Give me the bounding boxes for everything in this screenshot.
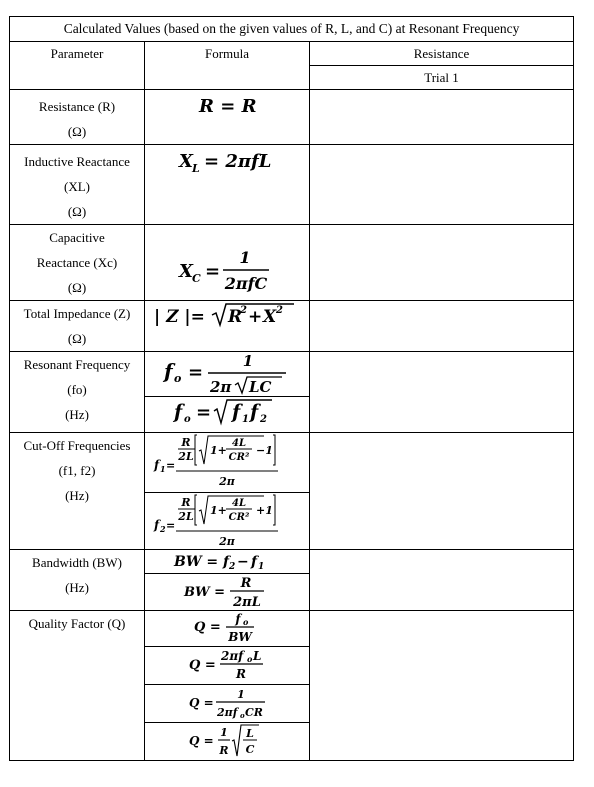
svg-text:1: 1 (220, 726, 228, 739)
svg-text:L: L (192, 162, 200, 175)
value-resistance (310, 90, 574, 145)
svg-text:2: 2 (160, 524, 166, 534)
svg-text:R: R (219, 744, 229, 757)
formula-xc (145, 225, 309, 299)
svg-text:f: f (232, 401, 241, 423)
formula-cutoff-1 (145, 433, 310, 493)
formula-inductive (145, 145, 310, 225)
svg-text:Q =: Q = (189, 696, 214, 710)
svg-text:L: L (253, 649, 262, 663)
formula-resonant-2 (145, 397, 310, 433)
svg-text:2πfC: 2πfC (224, 274, 268, 293)
svg-text:2L: 2L (178, 510, 194, 523)
param-resonant-label: Resonant Frequency (23, 357, 131, 372)
param-resonant-unit: (Hz) (65, 407, 89, 422)
formula-xl (145, 145, 309, 175)
svg-text:R = R: R = R (199, 96, 257, 117)
svg-text:f: f (251, 554, 258, 570)
svg-text:f: f (250, 401, 259, 423)
svg-text:f: f (164, 359, 173, 383)
param-cutoff-label: Cut-Off Frequencies (23, 438, 131, 453)
header-trial-1: Trial 1 (310, 66, 574, 90)
svg-text:1: 1 (239, 248, 251, 267)
formula-q3 (145, 685, 309, 721)
svg-text:2πf: 2πf (221, 649, 244, 663)
svg-text:1+: 1+ (210, 444, 227, 457)
svg-text:L: L (246, 727, 254, 740)
svg-text:X: X (263, 307, 277, 327)
formula-cutoff-2 (145, 493, 310, 550)
svg-text:f: f (174, 401, 183, 423)
header-parameter: Parameter (10, 42, 145, 90)
svg-text:4L: 4L (232, 498, 246, 509)
svg-text:Q =: Q = (189, 658, 216, 673)
value-impedance (310, 301, 574, 352)
svg-text:o: o (174, 372, 182, 385)
value-inductive (310, 145, 574, 225)
svg-text:CR²: CR² (228, 452, 250, 463)
svg-text:X: X (179, 261, 193, 282)
param-bandwidth-unit: (Hz) (65, 580, 89, 595)
param-resistance (10, 90, 145, 145)
svg-text:R: R (240, 576, 252, 591)
formula-bandwidth-2 (145, 574, 310, 611)
svg-text:2: 2 (260, 414, 267, 425)
svg-text:o: o (184, 414, 191, 425)
param-quality (10, 611, 145, 761)
svg-text:=: = (166, 519, 176, 532)
svg-text:2: 2 (229, 562, 236, 572)
svg-text:−: − (237, 554, 249, 570)
header-formula: Formula (145, 42, 310, 90)
param-inductive-symbol: (XL) (64, 179, 90, 194)
svg-text:2: 2 (276, 305, 283, 316)
param-bandwidth-label: Bandwidth (BW) (32, 555, 122, 570)
svg-text:4L: 4L (232, 438, 246, 449)
svg-text:R: R (181, 496, 191, 509)
param-impedance (10, 301, 145, 352)
value-capacitive (310, 225, 574, 301)
header-resistance: Resistance (310, 42, 574, 66)
svg-text:BW: BW (228, 630, 252, 644)
svg-text:= 2πfL: = 2πfL (204, 151, 272, 172)
svg-text:+1: +1 (256, 504, 273, 517)
formula-resistance (145, 90, 310, 145)
param-resistance-label: Resistance (R) (38, 99, 116, 114)
svg-text:f: f (235, 612, 241, 626)
param-inductive-label: Inductive Reactance (24, 154, 130, 169)
param-capacitive-label: Capacitive (49, 230, 105, 245)
svg-text:2πL: 2πL (233, 595, 261, 610)
svg-text:o: o (247, 654, 253, 664)
svg-text:2πf: 2πf (217, 706, 238, 719)
formula-fo1 (145, 352, 309, 396)
svg-text:1: 1 (160, 464, 166, 474)
svg-text:2: 2 (240, 305, 247, 316)
formula-f2 (145, 493, 309, 549)
svg-text:=: = (196, 402, 212, 423)
svg-text:R: R (236, 667, 246, 681)
svg-text:C: C (245, 743, 255, 756)
svg-text:o: o (240, 711, 245, 720)
param-capacitive-unit: (Ω) (67, 280, 87, 295)
svg-text:o: o (243, 617, 249, 627)
formula-q2 (145, 647, 309, 683)
value-quality (310, 611, 574, 761)
svg-text:2π: 2π (210, 378, 232, 396)
svg-text:Q =: Q = (189, 734, 214, 748)
formula-quality-3 (145, 685, 310, 723)
svg-text:CR²: CR² (228, 512, 250, 523)
value-resonant (310, 352, 574, 433)
svg-text:| Z |=: | Z |= (154, 307, 205, 327)
svg-text:1: 1 (242, 414, 249, 425)
formula-f1 (145, 433, 309, 491)
svg-text:f: f (154, 518, 160, 532)
resonance-table (9, 16, 574, 761)
formula-resonant-1 (145, 352, 310, 397)
formula-z (145, 301, 309, 329)
svg-text:f: f (154, 458, 160, 472)
svg-text:=: = (205, 261, 221, 282)
svg-text:2L: 2L (178, 450, 194, 463)
param-capacitive (10, 225, 145, 301)
svg-text:2π: 2π (219, 475, 235, 488)
formula-quality-1 (145, 611, 310, 647)
formula-quality-2 (145, 647, 310, 685)
table-title: Calculated Values (based on the given values of R, L, and C) at Resonant Frequency (10, 17, 574, 42)
svg-text:1: 1 (242, 352, 254, 370)
param-capacitive-symbol: Reactance (Xc) (36, 255, 118, 270)
svg-text:Q =: Q = (194, 620, 221, 635)
svg-text:CR: CR (245, 706, 263, 719)
svg-text:=: = (188, 362, 204, 383)
param-quality-label: Quality Factor (Q) (28, 616, 126, 631)
svg-text:1: 1 (258, 562, 265, 572)
formula-fo2 (145, 397, 309, 427)
svg-text:R: R (228, 307, 243, 327)
param-impedance-label: Total Impedance (Z) (23, 306, 131, 321)
param-impedance-unit: (Ω) (67, 331, 87, 346)
value-cutoff (310, 433, 574, 550)
svg-text:LC: LC (249, 378, 272, 396)
svg-text:−1: −1 (256, 444, 273, 457)
formula-r (145, 90, 309, 118)
param-bandwidth (10, 550, 145, 611)
param-cutoff-symbol: (f1, f2) (58, 463, 96, 478)
param-cutoff (10, 433, 145, 550)
svg-text:+: + (248, 307, 263, 327)
svg-text:2π: 2π (219, 535, 235, 548)
param-resonant-symbol: (fo) (67, 382, 87, 397)
formula-bw1 (145, 550, 309, 572)
formula-quality-4 (145, 723, 310, 761)
param-resonant (10, 352, 145, 433)
formula-capacitive (145, 225, 310, 301)
formula-bandwidth-1 (145, 550, 310, 574)
svg-text:1+: 1+ (210, 504, 227, 517)
formula-bw2 (145, 574, 309, 610)
formula-q1 (145, 611, 309, 645)
svg-text:X: X (179, 151, 193, 172)
svg-text:C: C (192, 272, 201, 285)
svg-text:R: R (181, 436, 191, 449)
svg-text:BW = f: BW = f (174, 554, 230, 570)
param-cutoff-unit: (Hz) (65, 488, 89, 503)
svg-text:=: = (166, 459, 176, 472)
formula-impedance (145, 301, 310, 352)
param-inductive (10, 145, 145, 225)
value-bandwidth (310, 550, 574, 611)
param-inductive-unit: (Ω) (67, 204, 87, 219)
svg-text:BW =: BW = (184, 585, 226, 600)
svg-text:1: 1 (237, 688, 245, 701)
formula-q4 (145, 723, 309, 759)
param-resistance-unit: (Ω) (67, 124, 87, 139)
